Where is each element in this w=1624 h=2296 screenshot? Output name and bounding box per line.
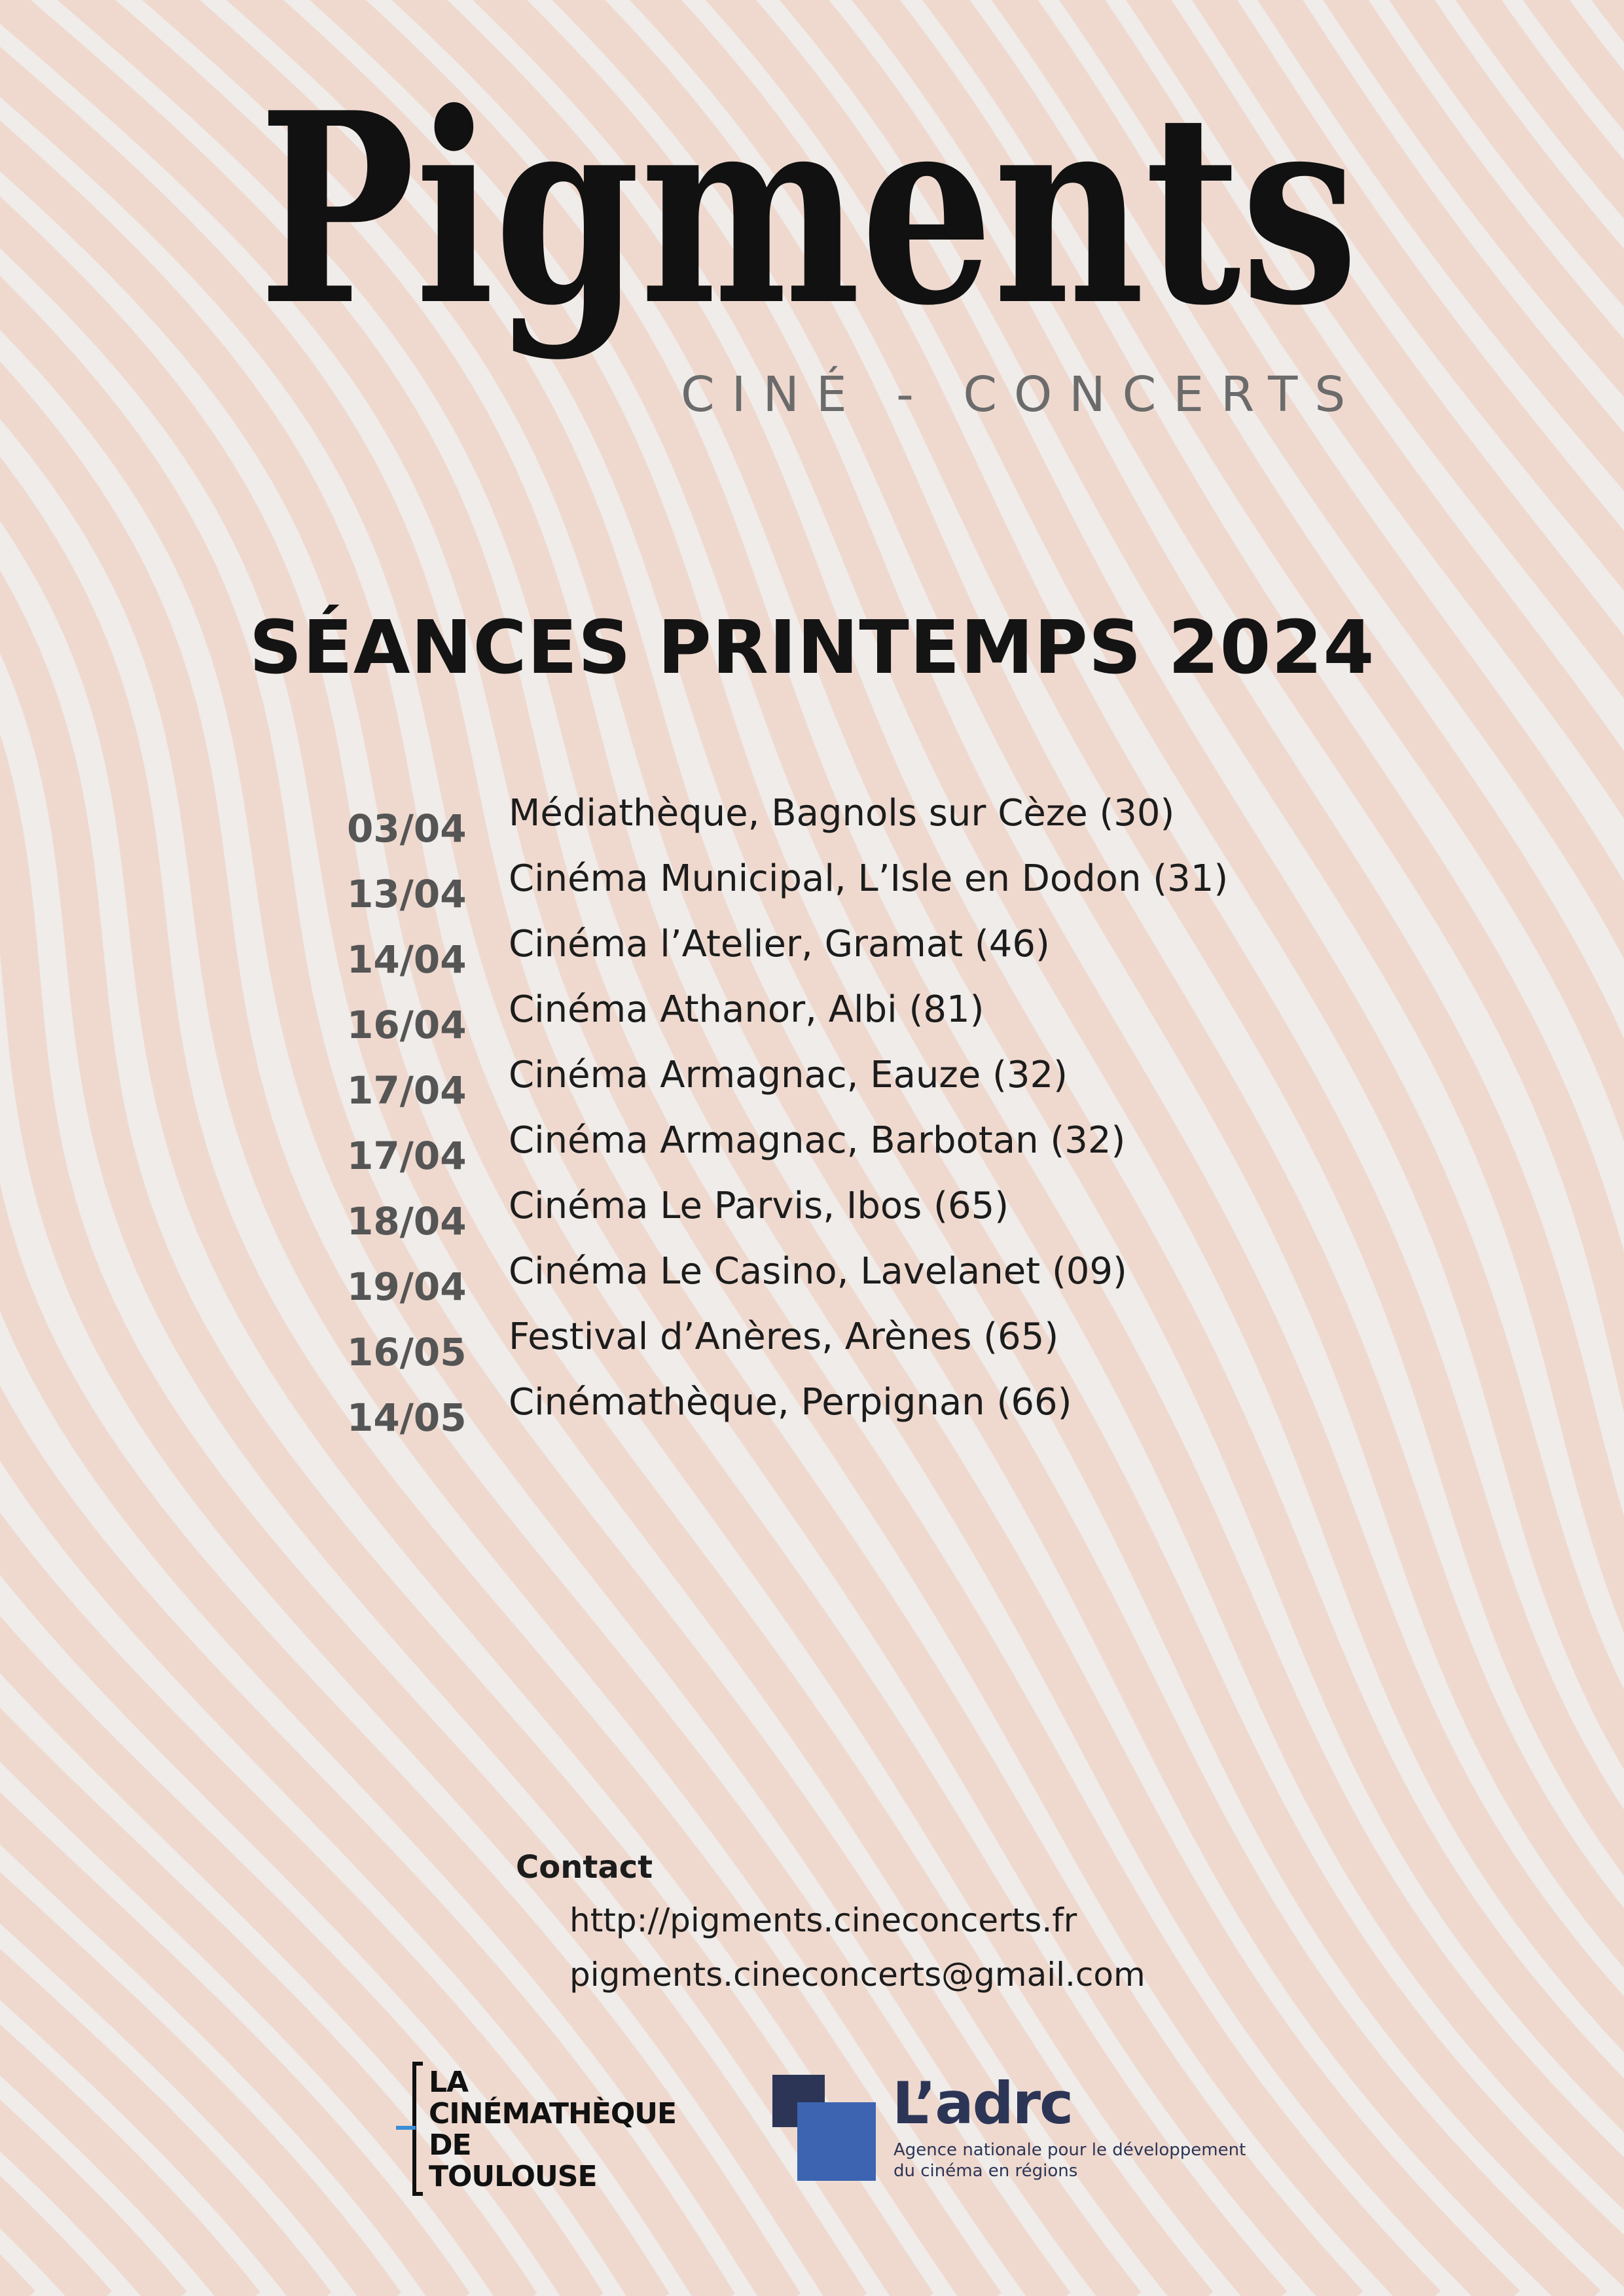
session-date: 14/04 bbox=[347, 937, 467, 982]
logo-subtitle: CINÉ - CONCERTS bbox=[681, 367, 1363, 423]
session-venue: Cinéma Athanor, Albi (81) bbox=[509, 988, 984, 1031]
session-row bbox=[347, 988, 1460, 1054]
adrc-square-blue bbox=[797, 2102, 876, 2181]
session-date: 13/04 bbox=[347, 872, 467, 916]
session-date: 14/05 bbox=[347, 1395, 467, 1440]
logo-accent-dash bbox=[396, 2126, 416, 2130]
session-venue: Cinéma Le Parvis, Ibos (65) bbox=[509, 1185, 1009, 1227]
session-row bbox=[347, 1381, 1460, 1446]
contact-label: Contact bbox=[516, 1849, 653, 1886]
cinematheque-logo-text bbox=[429, 2067, 676, 2193]
adrc-tagline: Agence nationale pour le développement bbox=[893, 2140, 1246, 2160]
session-venue: Cinémathèque, Perpignan (66) bbox=[509, 1381, 1072, 1424]
session-row bbox=[347, 1316, 1460, 1381]
session-row bbox=[347, 1119, 1460, 1185]
cinematheque-logo-line: LA bbox=[429, 2066, 469, 2099]
session-row bbox=[347, 1250, 1460, 1316]
session-venue: Cinéma l’Atelier, Gramat (46) bbox=[509, 923, 1050, 965]
adrc-name: L’adrc bbox=[892, 2070, 1073, 2137]
session-row bbox=[347, 1185, 1460, 1250]
season-heading: SÉANCES PRINTEMPS 2024 bbox=[249, 605, 1375, 691]
session-venue: Cinéma Armagnac, Eauze (32) bbox=[509, 1054, 1068, 1096]
logo-title-text: Pigments bbox=[259, 56, 1358, 363]
session-venue: Cinéma Armagnac, Barbotan (32) bbox=[509, 1119, 1126, 1162]
session-venue: Médiathèque, Bagnols sur Cèze (30) bbox=[509, 792, 1175, 834]
session-venue: Festival d’Anères, Arènes (65) bbox=[509, 1316, 1059, 1358]
cinematheque-logo-line: TOULOUSE bbox=[429, 2160, 597, 2193]
session-date: 17/04 bbox=[347, 1068, 467, 1113]
session-date: 18/04 bbox=[347, 1199, 467, 1244]
cinematheque-logo-line: CINÉMATHÈQUE bbox=[429, 2097, 677, 2130]
session-row bbox=[347, 1054, 1460, 1119]
contact-website-link[interactable]: http://pigments.cineconcerts.fr bbox=[569, 1901, 1077, 1939]
session-date: 03/04 bbox=[347, 806, 467, 851]
cinematheque-logo-line: DE bbox=[429, 2128, 471, 2162]
session-date: 19/04 bbox=[347, 1265, 467, 1309]
session-row bbox=[347, 792, 1460, 857]
adrc-tagline: du cinéma en régions bbox=[893, 2161, 1078, 2181]
session-venue: Cinéma Municipal, L’Isle en Dodon (31) bbox=[509, 857, 1229, 900]
contact-email-link[interactable]: pigments.cineconcerts@gmail.com bbox=[569, 1956, 1146, 1994]
session-venue: Cinéma Le Casino, Lavelanet (09) bbox=[509, 1250, 1127, 1293]
session-date: 17/04 bbox=[347, 1134, 467, 1178]
session-row bbox=[347, 857, 1460, 923]
session-list bbox=[347, 792, 1460, 1446]
session-date: 16/05 bbox=[347, 1330, 467, 1374]
session-date: 16/04 bbox=[347, 1003, 467, 1047]
adrc-logo bbox=[772, 2070, 1246, 2186]
cinematheque-toulouse-logo bbox=[396, 2062, 677, 2199]
session-row bbox=[347, 923, 1460, 988]
